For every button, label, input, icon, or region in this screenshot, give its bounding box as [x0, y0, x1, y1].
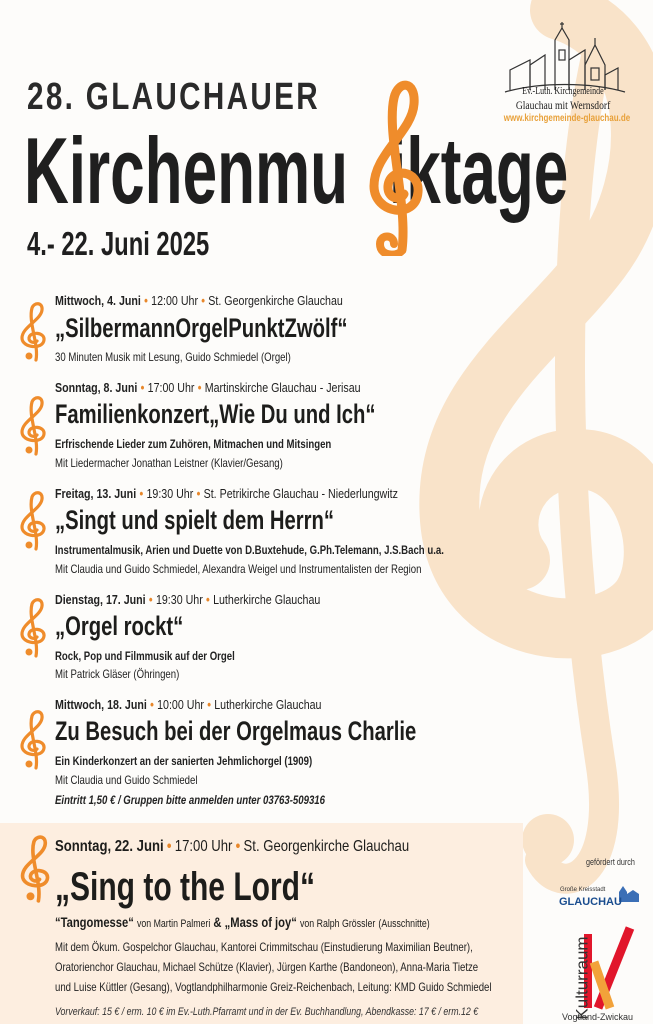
glauchau-big-text: GLAUCHAU [559, 896, 622, 908]
event3-title: „Singt und spielt dem Herrn“ [55, 505, 335, 535]
main-title-part1: Kirchenmu [24, 118, 349, 223]
edition-heading: 28. GLAUCHAUER [27, 76, 320, 118]
event1-treble-clef-icon [18, 300, 48, 362]
event3-line1: Instrumentalmusik, Arien und Duette von D.Buxtehude, G.Ph.Telemann, J.S.Bach u.a. [55, 543, 444, 557]
event2-meta: Sonntag, 8. Juni • 17:00 Uhr • Martinskirche Glauchau - Jerisau [55, 380, 361, 395]
event2-line1: Erfrischende Lieder zum Zuhören, Mitmachen und Mitsingen [55, 437, 332, 451]
event2-title: Familienkonzert„Wie Du und Ich“ [55, 399, 376, 429]
event5-admission: Eintritt 1,50 € / Gruppen bitte anmelden unter 03763-509316 [55, 793, 325, 807]
final-event-line3: und Luise Küttler (Gesang), Vogtlandphilharmonie Greiz-Reichenbach, Leitung: KMD Guido Schmiedel [55, 980, 492, 994]
event5-title: Zu Besuch bei der Orgelmaus Charlie [55, 716, 417, 746]
glauchau-small-text: Große Kreisstadt [560, 887, 606, 893]
event4-line1: Rock, Pop und Filmmusik auf der Orgel [55, 649, 235, 663]
sponsor-label: gefördert durch [586, 857, 635, 867]
final-event-treble-clef-icon [18, 832, 52, 904]
event5-line1: Ein Kinderkonzert an der sanierten Jehmlichorgel (1909) [55, 754, 313, 768]
event4-meta: Dienstag, 17. Juni • 19:30 Uhr • Lutherkirche Glauchau [55, 592, 321, 607]
event4-line2: Mit Patrick Gläser (Öhringen) [55, 667, 180, 681]
festival-dates: 4.- 22. Juni 2025 [27, 225, 210, 262]
final-event-presale: Vorverkauf: 15 € / erm. 10 € im Ev.-Luth.Pfarramt und in der Ev. Buchhandlung, Abendkasse: 17 € / erm.12 € [55, 1006, 479, 1018]
event3-meta: Freitag, 13. Juni • 19:30 Uhr • St. Petrikirche Glauchau - Niederlungwitz [55, 486, 398, 501]
event1-meta: Mittwoch, 4. Juni • 12:00 Uhr • St. Georgenkirche Glauchau [55, 293, 343, 308]
final-event-line1: Mit dem Ökum. Gospelchor Glauchau, Kantorei Crimmitschau (Einstudierung Maximilian Beutner), [55, 940, 473, 954]
event5-treble-clef-icon [18, 708, 48, 770]
title-treble-clef-icon [366, 74, 426, 256]
event2-line2: Mit Liedermacher Jonathan Leistner (Klavier/Gesang) [55, 456, 283, 470]
final-event-meta: Sonntag, 22. Juni • 17:00 Uhr • St. Georgenkirche Glauchau [55, 838, 410, 855]
kulturraum-sub: Vogtland-Zwickau [562, 1012, 634, 1022]
final-event-line2: Oratorienchor Glauchau, Michael Schütze (Klavier), Jürgen Karthe (Bandoneon), Anna-Maria Tietze [55, 960, 479, 974]
event3-line2: Mit Claudia und Guido Schmiedel, Alexandra Weigel und Instrumentalisten der Region [55, 562, 422, 576]
final-event-title: „Sing to the Lord“ [55, 865, 315, 909]
church-logo-url[interactable]: www.kirchgemeinde-glauchau.de [503, 113, 631, 124]
kulturraum-word: Kulturraum [572, 936, 592, 1020]
church-logo-line1: Ev.-Luth. Kirchgemeinde [522, 86, 604, 97]
church-logo-line2: Glauchau mit Wernsdorf [515, 98, 611, 112]
final-event-works: “Tangomesse“ von Martin Palmeri & „Mass of joy“ von Ralph Grössler (Ausschnitte) [55, 914, 430, 930]
event5-meta: Mittwoch, 18. Juni • 10:00 Uhr • Lutherkirche Glauchau [55, 697, 322, 712]
event1-line1: 30 Minuten Musik mit Lesung, Guido Schmiedel (Orgel) [55, 350, 291, 364]
event3-treble-clef-icon [18, 489, 48, 551]
event5-line2: Mit Claudia und Guido Schmiedel [55, 773, 198, 787]
event4-title: „Orgel rockt“ [55, 611, 184, 641]
event1-title: „SilbermannOrgelPunktZwölf“ [55, 313, 348, 343]
event4-treble-clef-icon [18, 596, 48, 658]
main-title-part2: iktage [388, 118, 569, 223]
event2-treble-clef-icon [18, 394, 48, 456]
